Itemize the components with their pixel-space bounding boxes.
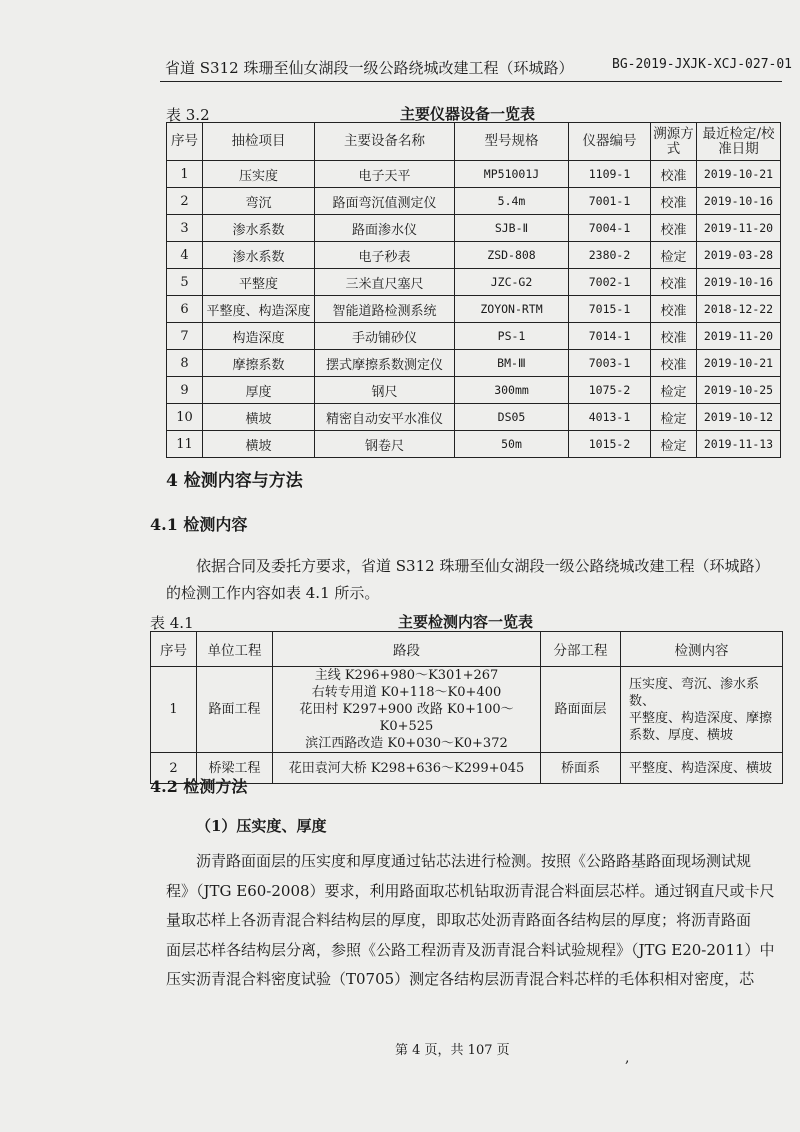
table-cell: 检定 bbox=[651, 377, 697, 404]
table-cell: 路面弯沉值测定仪 bbox=[315, 188, 455, 215]
table-4-1-title: 主要检测内容一览表 bbox=[398, 613, 534, 631]
table-cell: 2019-10-21 bbox=[697, 350, 781, 377]
table-cell: 7004-1 bbox=[569, 215, 651, 242]
table-cell: 7003-1 bbox=[569, 350, 651, 377]
inspection-content-line: 系数、厚度、横坡 bbox=[629, 727, 734, 743]
table-cell: 横坡 bbox=[203, 404, 315, 431]
table-cell: 压实度 bbox=[203, 161, 315, 188]
table-cell bbox=[621, 667, 783, 753]
equipment-table-header bbox=[167, 123, 781, 161]
table-cell: 校准 bbox=[651, 161, 697, 188]
col-header: 最近检定/校准日期 bbox=[697, 123, 781, 161]
subsection-1-heading: （1）压实度、厚度 bbox=[196, 817, 327, 835]
table-cell: 2019-11-20 bbox=[697, 215, 781, 242]
paragraph-line: 压实沥青混合料密度试验（T0705）测定各结构层沥青混合料芯样的毛体积相对密度，芯 bbox=[166, 970, 755, 988]
table-3-2-number: 表 3.2 bbox=[166, 106, 210, 124]
table-cell: 校准 bbox=[651, 296, 697, 323]
paragraph-line: 面层芯样各结构层分离，参照《公路工程沥青及沥青混合料试验规程》（JTG E20-2011）中 bbox=[166, 941, 775, 959]
table-cell: 厚度 bbox=[203, 377, 315, 404]
table-cell: 300mm bbox=[455, 377, 569, 404]
equipment-table-row bbox=[167, 404, 781, 431]
paragraph-line: 的检测工作内容如表 4.1 所示。 bbox=[166, 584, 380, 602]
col-header: 溯源方式 bbox=[651, 123, 697, 161]
road-section-line: 滨江西路改造 K0+030～K0+372 bbox=[305, 736, 508, 751]
table-cell: 2019-11-13 bbox=[697, 431, 781, 458]
col-header: 单位工程 bbox=[197, 632, 273, 667]
table-cell: 摩擦系数 bbox=[203, 350, 315, 377]
paragraph-line: 依据合同及委托方要求，省道 S312 珠珊至仙女湖段一级公路绕城改建工程（环城路） bbox=[196, 557, 770, 575]
col-header: 抽检项目 bbox=[203, 123, 315, 161]
table-cell bbox=[273, 753, 541, 784]
table-cell: 5 bbox=[167, 269, 203, 296]
table-cell: 5.4m bbox=[455, 188, 569, 215]
header-report-number: BG-2019-JXJK-XCJ-027-01 bbox=[612, 57, 793, 72]
table-cell: 摆式摩擦系数测定仪 bbox=[315, 350, 455, 377]
table-cell: 钢卷尺 bbox=[315, 431, 455, 458]
table-cell bbox=[273, 667, 541, 753]
table-cell: 桥面系 bbox=[541, 753, 621, 784]
table-cell: SJB-Ⅱ bbox=[455, 215, 569, 242]
table-cell: 钢尺 bbox=[315, 377, 455, 404]
table-cell: 50m bbox=[455, 431, 569, 458]
table-cell: 检定 bbox=[651, 242, 697, 269]
paragraph-line: 程》（JTG E60-2008）要求，利用路面取芯机钻取沥青混合料面层芯样。通过钢直尺或卡尺 bbox=[166, 882, 775, 900]
equipment-table-row bbox=[167, 161, 781, 188]
table-cell: 7002-1 bbox=[569, 269, 651, 296]
road-section-line: 右转专用道 K0+118～K0+400 bbox=[311, 685, 502, 700]
road-section-line: 花田村 K297+900 改路 K0+100～K0+525 bbox=[299, 702, 514, 734]
col-header: 序号 bbox=[167, 123, 203, 161]
table-cell: 9 bbox=[167, 377, 203, 404]
equipment-table-row bbox=[167, 350, 781, 377]
table-cell: 智能道路检测系统 bbox=[315, 296, 455, 323]
stray-mark: , bbox=[625, 1050, 630, 1066]
table-cell: 1015-2 bbox=[569, 431, 651, 458]
table-cell: 2019-10-16 bbox=[697, 269, 781, 296]
table-cell: 校准 bbox=[651, 350, 697, 377]
table-cell: 10 bbox=[167, 404, 203, 431]
table-cell: 三米直尺塞尺 bbox=[315, 269, 455, 296]
table-cell: 3 bbox=[167, 215, 203, 242]
equipment-table-row bbox=[167, 296, 781, 323]
inspection-content-line: 平整度、构造深度、摩擦 bbox=[629, 710, 773, 726]
table-cell: 校准 bbox=[651, 215, 697, 242]
table-cell: ZSD-808 bbox=[455, 242, 569, 269]
table-cell: 2380-2 bbox=[569, 242, 651, 269]
table-cell: 2019-10-16 bbox=[697, 188, 781, 215]
table-3-2-title: 主要仪器设备一览表 bbox=[400, 105, 536, 123]
table-cell: PS-1 bbox=[455, 323, 569, 350]
table-cell: MP51001J bbox=[455, 161, 569, 188]
equipment-table-row bbox=[167, 188, 781, 215]
section-4-heading: 4 检测内容与方法 bbox=[166, 471, 303, 491]
col-header: 路段 bbox=[273, 632, 541, 667]
equipment-table-row bbox=[167, 242, 781, 269]
table-cell: 1075-2 bbox=[569, 377, 651, 404]
table-cell: 校准 bbox=[651, 323, 697, 350]
table-cell: 2018-12-22 bbox=[697, 296, 781, 323]
table-cell: 手动铺砂仪 bbox=[315, 323, 455, 350]
table-cell: 1 bbox=[167, 161, 203, 188]
table-cell: 2019-10-25 bbox=[697, 377, 781, 404]
table-cell: 4 bbox=[167, 242, 203, 269]
section-4-1-heading: 4.1 检测内容 bbox=[150, 515, 248, 534]
table-cell: 2019-11-20 bbox=[697, 323, 781, 350]
inspection-content-table bbox=[150, 631, 783, 784]
col-header: 仪器编号 bbox=[569, 123, 651, 161]
table-cell bbox=[621, 753, 783, 784]
table-cell: 路面工程 bbox=[197, 667, 273, 753]
table-cell: DS05 bbox=[455, 404, 569, 431]
table-cell: 2019-10-12 bbox=[697, 404, 781, 431]
section-4-2-heading: 4.2 检测方法 bbox=[150, 777, 248, 796]
table-cell: 1 bbox=[151, 667, 197, 753]
equipment-table-row bbox=[167, 323, 781, 350]
table-cell: 电子秒表 bbox=[315, 242, 455, 269]
table-cell: 11 bbox=[167, 431, 203, 458]
table-cell: 6 bbox=[167, 296, 203, 323]
col-header: 分部工程 bbox=[541, 632, 621, 667]
table-cell: 检定 bbox=[651, 404, 697, 431]
table-cell: 校准 bbox=[651, 188, 697, 215]
table-cell: 1109-1 bbox=[569, 161, 651, 188]
table-cell: ZOYON-RTM bbox=[455, 296, 569, 323]
table-cell: BM-Ⅲ bbox=[455, 350, 569, 377]
equipment-table-row bbox=[167, 269, 781, 296]
table-cell: 电子天平 bbox=[315, 161, 455, 188]
table-4-1-number: 表 4.1 bbox=[150, 614, 194, 632]
col-header: 主要设备名称 bbox=[315, 123, 455, 161]
table-cell: 桥梁工程 bbox=[197, 753, 273, 784]
equipment-table-row bbox=[167, 431, 781, 458]
table-cell: 平整度、构造深度 bbox=[203, 296, 315, 323]
table-cell: 4013-1 bbox=[569, 404, 651, 431]
header-project-title: 省道 S312 珠珊至仙女湖段一级公路绕城改建工程（环城路） bbox=[165, 59, 574, 77]
table-cell: 2 bbox=[167, 188, 203, 215]
col-header: 序号 bbox=[151, 632, 197, 667]
paragraph-line: 量取芯样上各沥青混合料结构层的厚度，即取芯处沥青路面各结构层的厚度；将沥青路面 bbox=[166, 911, 752, 929]
inspection-table-row bbox=[151, 667, 783, 753]
table-cell: 7 bbox=[167, 323, 203, 350]
table-cell: 路面面层 bbox=[541, 667, 621, 753]
road-section-line: 主线 K296+980～K301+267 bbox=[314, 668, 499, 683]
table-cell: 渗水系数 bbox=[203, 215, 315, 242]
col-header: 检测内容 bbox=[621, 632, 783, 667]
table-cell: 横坡 bbox=[203, 431, 315, 458]
table-cell: JZC-G2 bbox=[455, 269, 569, 296]
table-cell: 2 bbox=[151, 753, 197, 784]
page-footer: 第 4 页，共 107 页 bbox=[395, 1043, 510, 1058]
table-cell: 校准 bbox=[651, 269, 697, 296]
header-divider bbox=[160, 81, 782, 82]
col-header: 型号规格 bbox=[455, 123, 569, 161]
equipment-table-row bbox=[167, 215, 781, 242]
table-cell: 8 bbox=[167, 350, 203, 377]
table-cell: 7001-1 bbox=[569, 188, 651, 215]
inspection-content-line: 平整度、构造深度、横坡 bbox=[629, 760, 773, 776]
paragraph-line: 沥青路面面层的压实度和厚度通过钻芯法进行检测。按照《公路路基路面现场测试规 bbox=[196, 852, 752, 870]
equipment-table bbox=[166, 122, 781, 458]
table-cell: 弯沉 bbox=[203, 188, 315, 215]
table-cell: 渗水系数 bbox=[203, 242, 315, 269]
table-cell: 2019-03-28 bbox=[697, 242, 781, 269]
table-cell: 7014-1 bbox=[569, 323, 651, 350]
road-section-line: 花田袁河大桥 K298+636～K299+045 bbox=[288, 760, 525, 776]
inspection-table-header bbox=[151, 632, 783, 667]
table-cell: 检定 bbox=[651, 431, 697, 458]
table-cell: 平整度 bbox=[203, 269, 315, 296]
table-cell: 构造深度 bbox=[203, 323, 315, 350]
inspection-content-line: 压实度、弯沉、渗水系数、 bbox=[629, 676, 760, 709]
equipment-table-row bbox=[167, 377, 781, 404]
table-cell: 2019-10-21 bbox=[697, 161, 781, 188]
table-cell: 7015-1 bbox=[569, 296, 651, 323]
table-cell: 精密自动安平水准仪 bbox=[315, 404, 455, 431]
table-cell: 路面渗水仪 bbox=[315, 215, 455, 242]
